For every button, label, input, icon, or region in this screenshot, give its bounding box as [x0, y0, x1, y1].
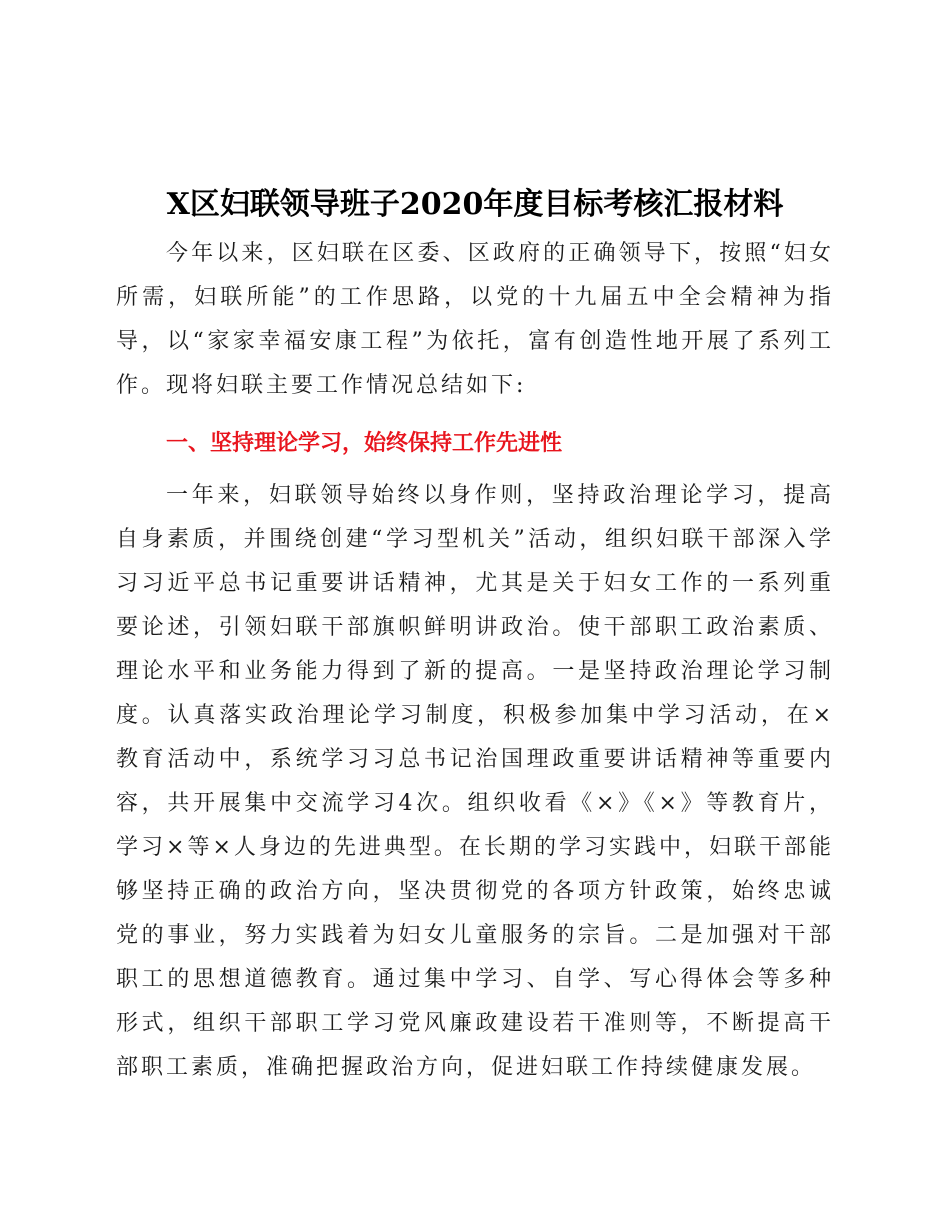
section-paragraph: 一年来，妇联领导始终以身作则，坚持政治理论学习，提高自身素质，并围绕创建“学习型机关”活动，组织妇联干部深入学习习近平总书记重要讲话精神，尤其是关于妇女工作的一系列重要论述，引领妇联干部旗帜鲜明讲政治。使干部职工政治素质、理论水平和业务能力得到了新的提高。一是坚持政治理论学习制度。认真落实政治理论学习制度，积极参加集中学习活动，在×教育活动中，系统学习习总书记治国理政重要讲话精神等重要内容，共开展集中交流学习4次。组织收看《×》《×》等教育片，学习×等×人身边的先进典型。在长期的学习实践中，妇联干部能够坚持正确的政治方向，坚决贯彻党的各项方针政策，始终忠诚党的事业，努力实践着为妇女儿童服务的宗旨。二是加强对干部职工的思想道德教育。通过集中学习、自学、写心得体会等多种形式，组织干部职工学习党风廉政建设若干准则等，不断提高干部职工素质，准确把握政治方向，促进妇联工作持续健康发展。	[116, 483, 834, 1080]
intro-paragraph: 今年以来，区妇联在区委、区政府的正确领导下，按照“妇女所需，妇联所能”的工作思路，以党的十九届五中全会精神为指导，以“家家幸福安康工程”为依托，富有创造性地开展了系列工作。现将妇联主要工作情况总结如下:	[116, 241, 834, 398]
section-heading: 一、坚持理论学习，始终保持工作先进性	[166, 431, 563, 456]
document-title: X区妇联领导班子2020年度目标考核汇报材料	[166, 187, 784, 222]
